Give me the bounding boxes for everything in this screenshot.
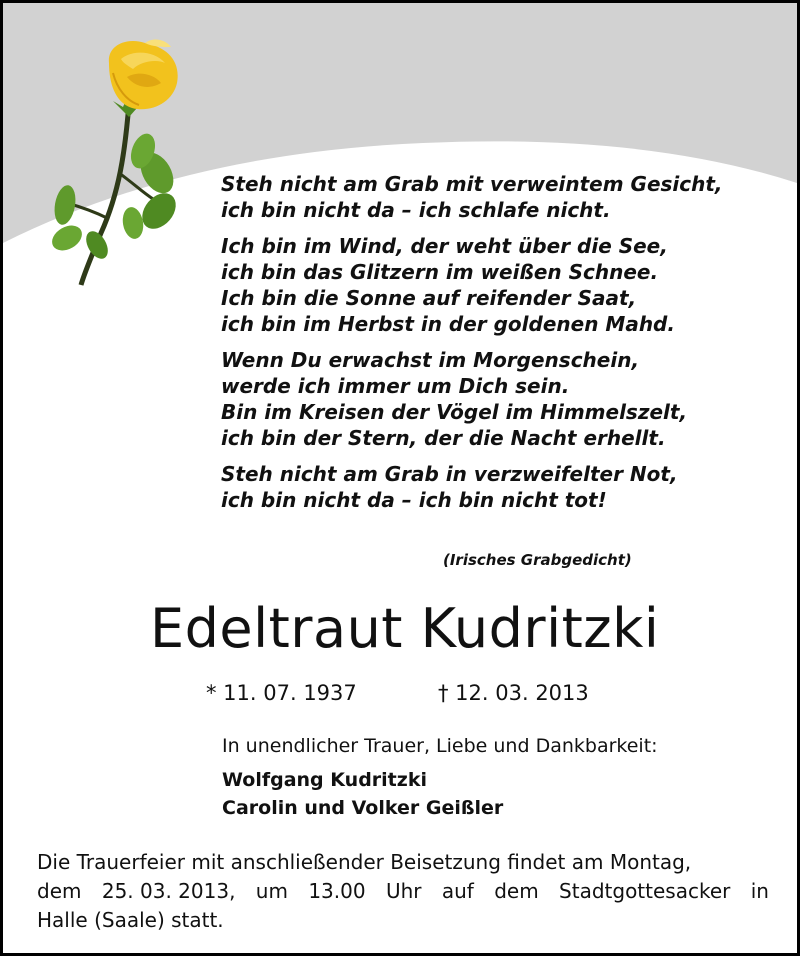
funeral-announcement <box>37 848 769 935</box>
poem-line: ich bin der Stern, der die Nacht erhellt. <box>221 426 666 450</box>
poem-stanza-2 <box>221 233 741 337</box>
funeral-line-2 <box>37 877 769 906</box>
funeral-word: 13.00 <box>308 879 366 903</box>
funeral-word: dem <box>37 879 82 903</box>
yellow-rose-image <box>41 33 191 293</box>
funeral-line-1: Die Trauerfeier mit anschließender Beisetzung findet am Montag, <box>37 850 692 874</box>
poem-stanza-1 <box>221 171 741 223</box>
poem-line: Ich bin die Sonne auf reifender Saat, <box>221 286 637 310</box>
poem-line: Ich bin im Wind, der weht über die See, <box>221 234 668 258</box>
funeral-word: in <box>750 879 769 903</box>
funeral-word: auf <box>441 879 474 903</box>
poem <box>221 171 741 523</box>
mourner-name: Carolin und Volker Geißler <box>222 797 504 819</box>
funeral-word: 25. 03. 2013, <box>101 879 236 903</box>
poem-source: (Irisches Grabgedicht) <box>443 551 632 569</box>
poem-line: ich bin nicht da – ich schlafe nicht. <box>221 198 611 222</box>
poem-line: ich bin im Herbst in der goldenen Mahd. <box>221 312 675 336</box>
poem-stanza-3 <box>221 347 741 451</box>
poem-line: ich bin nicht da – ich bin nicht tot! <box>221 488 607 512</box>
poem-stanza-4 <box>221 461 741 513</box>
poem-line: Steh nicht am Grab in verzweifelter Not, <box>221 462 678 486</box>
funeral-line-3: Halle (Saale) statt. <box>37 908 224 932</box>
birth-date: * 11. 07. 1937 <box>206 681 357 705</box>
poem-line: ich bin das Glitzern im weißen Schnee. <box>221 260 659 284</box>
mourner-name: Wolfgang Kudritzki <box>222 769 427 791</box>
funeral-word: Stadtgottesacker <box>559 879 731 903</box>
poem-line: Wenn Du erwachst im Morgenschein, <box>221 348 640 372</box>
funeral-word: Uhr <box>385 879 422 903</box>
mourning-text: In unendlicher Trauer, Liebe und Dankbarkeit: <box>222 735 658 757</box>
poem-line: werde ich immer um Dich sein. <box>221 374 570 398</box>
poem-line: Bin im Kreisen der Vögel im Himmelszelt, <box>221 400 688 424</box>
poem-line: Steh nicht am Grab mit verweintem Gesicht, <box>221 172 723 196</box>
deceased-name: Edeltraut Kudritzki <box>150 597 660 660</box>
death-date: † 12. 03. 2013 <box>438 681 589 705</box>
funeral-word: dem <box>494 879 539 903</box>
funeral-word: um <box>255 879 288 903</box>
